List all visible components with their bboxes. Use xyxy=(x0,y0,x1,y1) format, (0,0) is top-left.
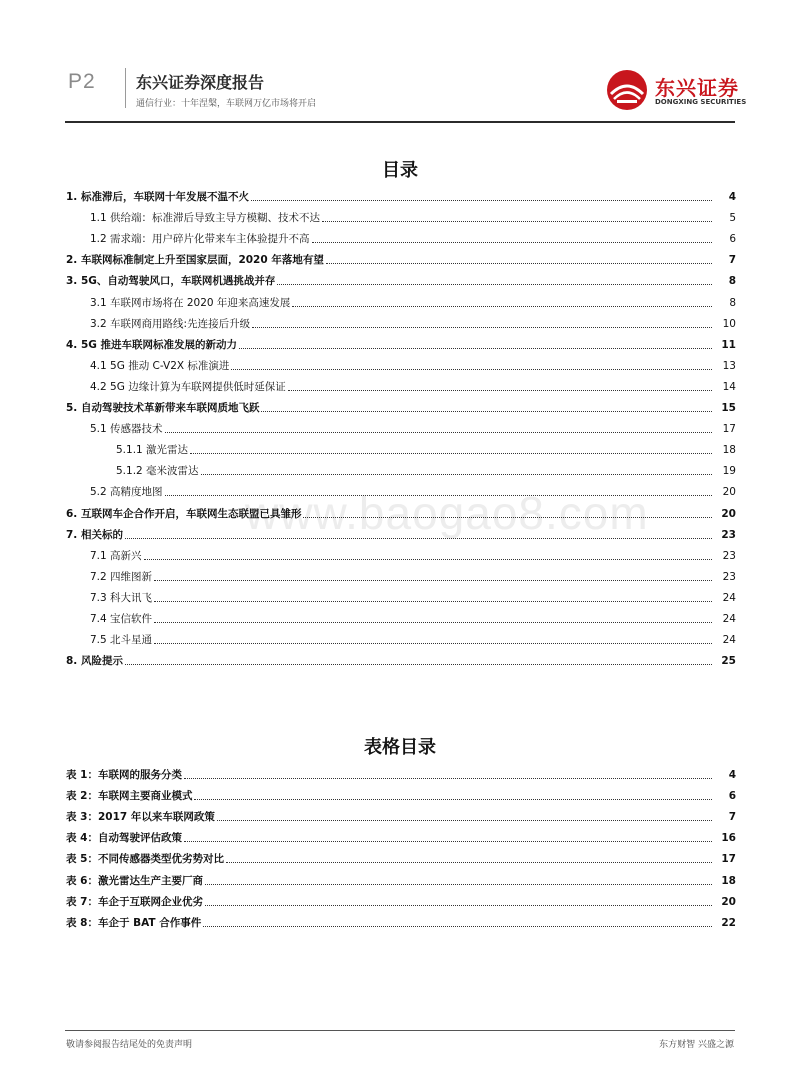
entry-page-number: 17 xyxy=(721,853,736,866)
entry-page-number: 23 xyxy=(721,528,736,541)
entry-title: 8. 风险提示 xyxy=(66,655,123,668)
dot-leader xyxy=(252,327,712,328)
entry-title: 表 6：激光雷达生产主要厂商 xyxy=(66,874,203,887)
toc-entry[interactable] xyxy=(66,292,736,310)
entry-title: 3.2 车联网商用路线:先连接后升级 xyxy=(90,317,251,330)
entry-title: 表 7：车企于互联网企业优劣 xyxy=(66,895,203,908)
dot-leader xyxy=(201,474,712,475)
entry-title: 4. 5G 推进车联网标准发展的新动力 xyxy=(66,338,238,351)
logo-chinese-name: 东兴证券 xyxy=(655,76,739,100)
entry-page-number: 4 xyxy=(728,769,736,781)
entry-page-number: 20 xyxy=(722,486,736,499)
table-index-entry[interactable] xyxy=(66,891,736,909)
entry-title: 5.2 高精度地图 xyxy=(90,486,163,499)
toc-entry[interactable] xyxy=(66,355,736,373)
toc-entry[interactable] xyxy=(66,186,736,204)
page-number: P2 xyxy=(68,70,96,93)
header-divider xyxy=(125,68,126,108)
dot-leader xyxy=(154,580,712,581)
entry-title: 5.1.2 毫米波雷达 xyxy=(116,465,199,478)
dot-leader xyxy=(154,622,712,623)
toc-entry[interactable] xyxy=(66,313,736,331)
dot-leader xyxy=(261,411,712,412)
dot-leader xyxy=(217,820,712,821)
entry-title: 7.2 四维图新 xyxy=(90,570,153,583)
toc-entry[interactable] xyxy=(66,650,736,668)
toc-entry[interactable] xyxy=(66,270,736,288)
entry-page-number: 10 xyxy=(722,317,736,330)
header-rule xyxy=(65,121,735,123)
dot-leader xyxy=(184,841,712,842)
company-logo xyxy=(605,68,747,114)
entry-page-number: 16 xyxy=(721,832,736,845)
toc-entry[interactable] xyxy=(66,207,736,225)
entry-title: 7.5 北斗星通 xyxy=(90,634,153,647)
entry-page-number: 18 xyxy=(722,444,736,457)
entry-page-number: 6 xyxy=(728,790,736,803)
entry-page-number: 7 xyxy=(728,254,736,267)
entry-page-number: 23 xyxy=(722,570,736,583)
entry-page-number: 24 xyxy=(722,613,736,625)
dot-leader xyxy=(203,926,712,927)
dot-leader xyxy=(231,369,712,370)
footer-rule xyxy=(65,1030,735,1031)
entry-title: 表 1：车联网的服务分类 xyxy=(66,769,182,781)
dot-leader xyxy=(184,778,712,779)
report-title: 东兴证券深度报告 xyxy=(136,73,265,92)
entry-title: 2. 车联网标准制定上升至国家层面，2020 年落地有望 xyxy=(66,254,324,267)
toc-entry[interactable] xyxy=(66,460,736,478)
dot-leader xyxy=(154,643,712,644)
toc-entry[interactable] xyxy=(66,608,736,626)
toc-entry[interactable] xyxy=(66,566,736,584)
entry-page-number: 24 xyxy=(722,634,736,647)
entry-page-number: 8 xyxy=(728,275,736,288)
table-index-entry[interactable] xyxy=(66,870,736,888)
toc-entry[interactable] xyxy=(66,439,736,457)
entry-title: 4.1 5G 推动 C-V2X 标准演进 xyxy=(90,359,230,372)
entry-page-number: 11 xyxy=(721,338,736,351)
entry-title: 5.1.1 激光雷达 xyxy=(116,444,189,457)
dot-leader xyxy=(277,284,712,285)
footer-disclaimer: 敬请参阅报告结尾处的免责声明 xyxy=(66,1040,193,1050)
entry-page-number: 20 xyxy=(721,895,736,908)
toc-title: 目录 xyxy=(382,160,418,181)
entry-page-number: 22 xyxy=(721,916,736,929)
table-index-entry[interactable] xyxy=(66,827,736,845)
dot-leader xyxy=(194,799,712,800)
entry-page-number: 19 xyxy=(722,465,736,478)
entry-page-number: 4 xyxy=(728,191,736,203)
entry-page-number: 17 xyxy=(722,423,736,436)
tables-index-title: 表格目录 xyxy=(364,737,436,758)
entry-page-number: 25 xyxy=(721,655,736,668)
entry-page-number: 6 xyxy=(729,233,736,246)
toc-entry[interactable] xyxy=(66,334,736,352)
entry-title: 7. 相关标的 xyxy=(66,528,123,541)
dot-leader xyxy=(165,432,712,433)
entry-title: 3. 5G、自动驾驶风口，车联网机遇挑战并存 xyxy=(66,275,276,288)
entry-title: 表 8：车企于 BAT 合作事件 xyxy=(66,916,202,929)
toc-entry[interactable] xyxy=(66,481,736,499)
entry-title: 6. 互联网车企合作开启，车联网生态联盟已具雏形 xyxy=(66,507,302,520)
dot-leader xyxy=(292,306,712,307)
dot-leader xyxy=(154,601,712,602)
entry-title: 表 5：不同传感器类型优劣势对比 xyxy=(66,853,224,866)
entry-title: 表 3：2017 年以来车联网政策 xyxy=(66,811,215,824)
toc-entry[interactable] xyxy=(66,545,736,563)
table-index-entry[interactable] xyxy=(66,912,736,930)
dot-leader xyxy=(125,664,712,665)
toc-entry[interactable] xyxy=(66,503,736,521)
entry-title: 7.1 高新兴 xyxy=(90,549,142,562)
toc-entry[interactable] xyxy=(66,249,736,267)
entry-title: 5. 自动驾驶技术革新带来车联网质地飞跃 xyxy=(66,402,260,414)
dot-leader xyxy=(288,390,712,391)
footer-slogan: 东方财智 兴盛之源 xyxy=(659,1040,734,1050)
dot-leader xyxy=(251,200,712,201)
dot-leader xyxy=(165,495,712,496)
dot-leader xyxy=(226,862,712,863)
entry-title: 7.4 宝信软件 xyxy=(90,613,153,625)
dot-leader xyxy=(239,348,712,349)
entry-title: 1. 标准滞后，车联网十年发展不温不火 xyxy=(66,191,249,203)
entry-page-number: 18 xyxy=(721,874,736,887)
entry-title: 表 4：自动驾驶评估政策 xyxy=(66,832,182,845)
table-index-entry[interactable] xyxy=(66,785,736,803)
dot-leader xyxy=(205,884,712,885)
entry-title: 1.1 供给端：标准滞后导致主导方模糊、技术不达 xyxy=(90,212,321,225)
dot-leader xyxy=(205,905,712,906)
entry-title: 5.1 传感器技术 xyxy=(90,423,163,436)
entry-page-number: 20 xyxy=(721,507,736,520)
dot-leader xyxy=(125,538,712,539)
toc-entry[interactable] xyxy=(66,418,736,436)
report-subtitle: 通信行业：十年涅槃，车联网万亿市场将开启 xyxy=(136,99,317,109)
dot-leader xyxy=(190,453,712,454)
logo-emblem-icon xyxy=(605,68,649,112)
table-index-entry[interactable] xyxy=(66,806,736,824)
toc-entry[interactable] xyxy=(66,376,736,394)
toc-entry[interactable] xyxy=(66,587,736,605)
dot-leader xyxy=(312,242,712,243)
table-index-entry[interactable] xyxy=(66,764,736,782)
table-index-entry[interactable] xyxy=(66,848,736,866)
entry-title: 7.3 科大讯飞 xyxy=(90,591,153,604)
watermark: www.baogao8.com xyxy=(245,487,649,539)
entry-title: 3.1 车联网市场将在 2020 年迎来高速发展 xyxy=(90,296,291,309)
page-header xyxy=(0,0,800,130)
entry-page-number: 23 xyxy=(722,549,736,562)
entry-page-number: 8 xyxy=(729,296,736,309)
entry-page-number: 24 xyxy=(722,591,736,604)
toc-entry[interactable] xyxy=(66,629,736,647)
toc-entry[interactable] xyxy=(66,228,736,246)
toc-entry[interactable] xyxy=(66,524,736,542)
logo-english-name: DONGXING SECURITIES xyxy=(655,98,747,106)
entry-page-number: 5 xyxy=(729,212,736,225)
entry-title: 4.2 5G 边缘计算为车联网提供低时延保证 xyxy=(90,380,286,393)
entry-title: 表 2：车联网主要商业模式 xyxy=(66,790,193,803)
entry-page-number: 13 xyxy=(722,359,736,372)
toc-entry[interactable] xyxy=(66,397,736,415)
dot-leader xyxy=(322,221,712,222)
dot-leader xyxy=(303,517,712,518)
entry-page-number: 15 xyxy=(721,402,736,414)
entry-page-number: 7 xyxy=(728,811,736,824)
dot-leader xyxy=(326,263,712,264)
entry-title: 1.2 需求端：用户碎片化带来车主体验提升不高 xyxy=(90,233,310,246)
dot-leader xyxy=(144,559,712,560)
entry-page-number: 14 xyxy=(722,380,736,393)
